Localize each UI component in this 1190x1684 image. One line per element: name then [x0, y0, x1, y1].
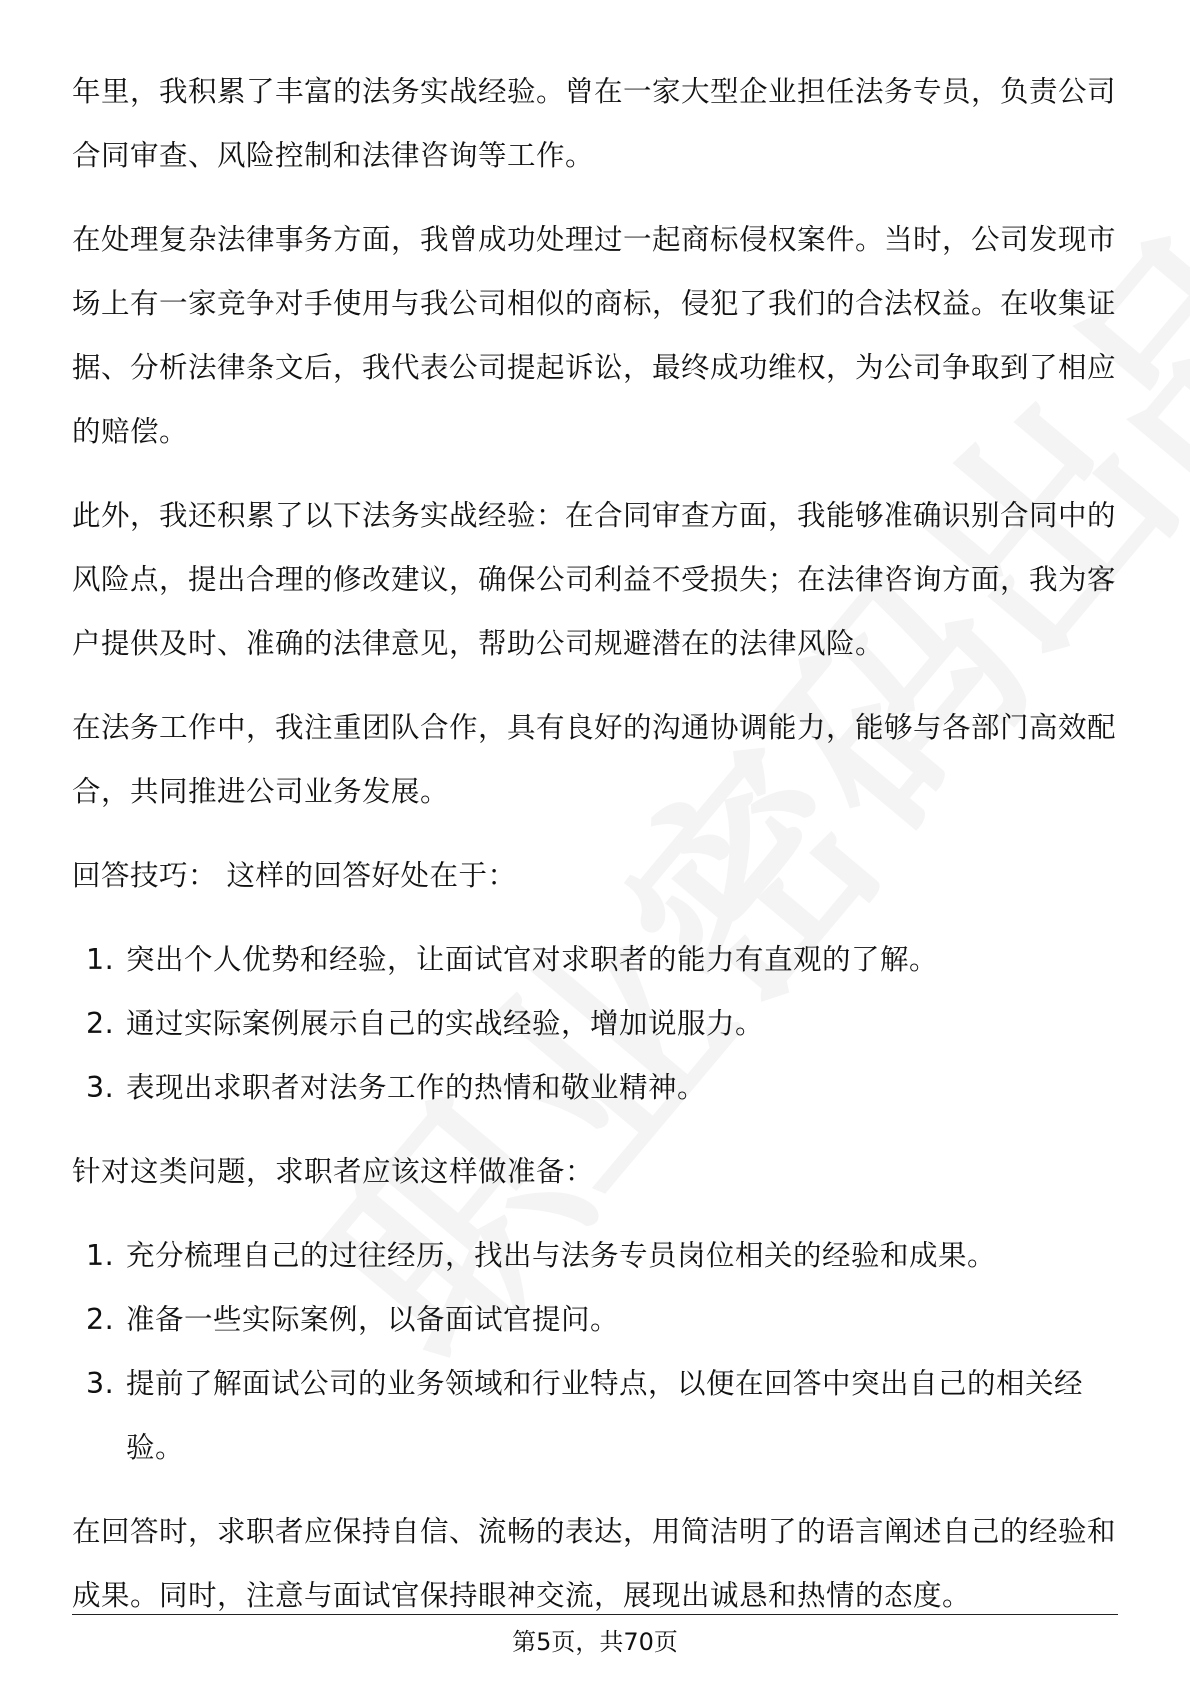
- list-item-text: 准备一些实际案例，以备面试官提问。: [126, 1303, 620, 1336]
- list-item-text: 提前了解面试公司的业务领域和行业特点，以便在回答中突出自己的相关经验。: [126, 1367, 1084, 1464]
- paragraph-additional-experience: 此外，我还积累了以下法务实战经验：在合同审查方面，我能够准确识别合同中的风险点，提出合理的修改建议，确保公司利益不受损失；在法律咨询方面，我为客户提供及时、准确的法律意见，帮助公司规避潜在的法律风险。: [72, 499, 1117, 660]
- list-item: [72, 1056, 1118, 1120]
- footer-divider: [72, 1614, 1118, 1615]
- list-item: [72, 1352, 1118, 1480]
- list-item: [72, 992, 1118, 1056]
- tips-heading: 回答技巧： 这样的回答好处在于：: [72, 859, 517, 892]
- list-number: 2.: [86, 1007, 115, 1040]
- paragraph-closing: 在回答时，求职者应保持自信、流畅的表达，用简洁明了的语言阐述自己的经验和成果。同时，注意与面试官保持眼神交流，展现出诚恳和热情的态度。: [72, 1515, 1117, 1612]
- page-number: 第5页，共70页: [512, 1628, 678, 1656]
- list-item: [72, 1288, 1118, 1352]
- document-body: [72, 60, 1118, 1648]
- list-item-text: 突出个人优势和经验，让面试官对求职者的能力有直观的了解。: [126, 943, 939, 976]
- tips-list: [72, 928, 1118, 1120]
- paragraph-teamwork: 在法务工作中，我注重团队合作，具有良好的沟通协调能力，能够与各部门高效配合，共同推进公司业务发展。: [72, 711, 1117, 808]
- list-number: 3.: [86, 1367, 115, 1400]
- list-number: 1.: [86, 943, 115, 976]
- prep-list: [72, 1224, 1118, 1480]
- list-item: [72, 1224, 1118, 1288]
- list-number: 1.: [86, 1239, 115, 1272]
- paragraph-trademark-case: 在处理复杂法律事务方面，我曾成功处理过一起商标侵权案件。当时，公司发现市场上有一家竞争对手使用与我公司相似的商标，侵犯了我们的合法权益。在收集证据、分析法律条文后，我代表公司提起诉讼，最终成功维权，为公司争取到了相应的赔偿。: [72, 223, 1117, 448]
- list-number: 3.: [86, 1071, 115, 1104]
- list-item: [72, 928, 1118, 992]
- list-item-text: 通过实际案例展示自己的实战经验，增加说服力。: [126, 1007, 765, 1040]
- list-item-text: 表现出求职者对法务工作的热情和敬业精神。: [126, 1071, 707, 1104]
- list-number: 2.: [86, 1303, 115, 1336]
- paragraph-experience-intro: 年里，我积累了丰富的法务实战经验。曾在一家大型企业担任法务专员，负责公司合同审查、风险控制和法律咨询等工作。: [72, 75, 1117, 172]
- prep-heading: 针对这类问题，求职者应该这样做准备：: [72, 1155, 595, 1188]
- list-item-text: 充分梳理自己的过往经历，找出与法务专员岗位相关的经验和成果。: [126, 1239, 997, 1272]
